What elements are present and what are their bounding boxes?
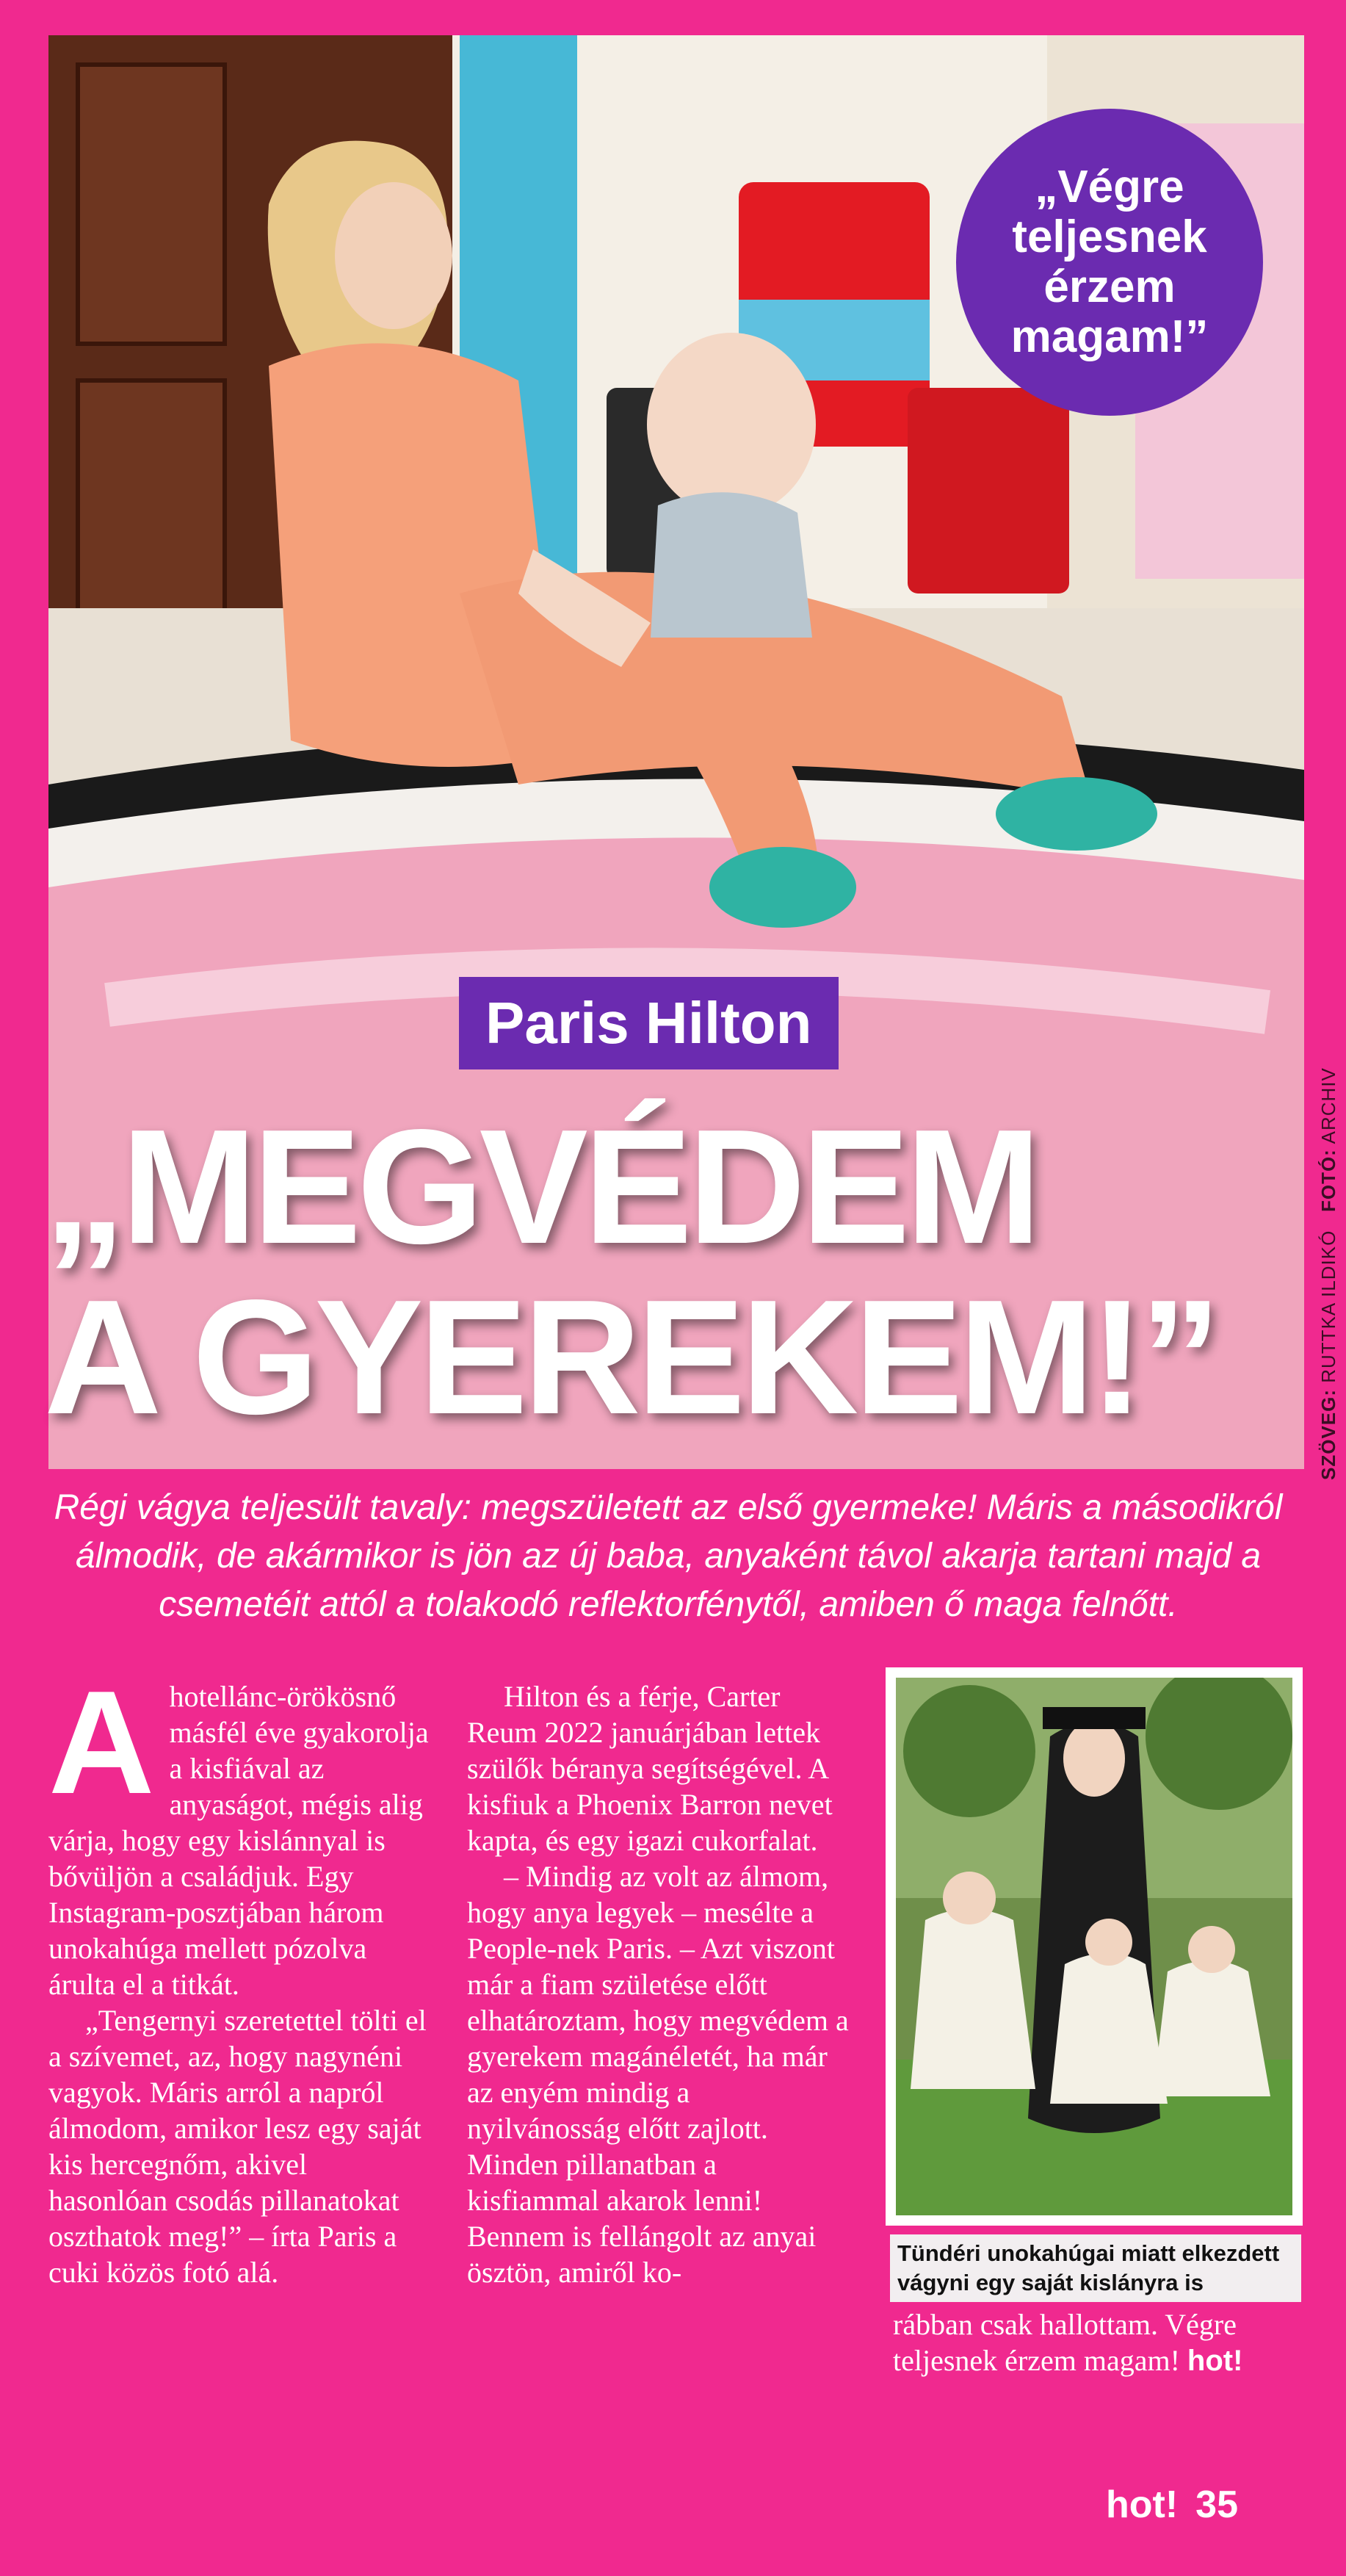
headline-line-1: „MEGVÉDEM xyxy=(44,1096,1038,1278)
headline xyxy=(44,1096,1292,1448)
credit-text-label: SZÖVEG: xyxy=(1317,1388,1339,1480)
article-column-2 xyxy=(467,1678,849,2290)
headline-line-2: A GYEREKEM!” xyxy=(44,1266,1217,1448)
inset-photo xyxy=(886,1667,1303,2226)
photo-credit xyxy=(1317,1067,1340,1480)
page-number: 35 xyxy=(1195,2483,1239,2526)
inset-photo-illustration xyxy=(896,1678,1292,2215)
credit-photo-source: ARCHIV xyxy=(1317,1067,1339,1144)
article-paragraph-text: rábban csak hallottam. Végre teljesnek érzem magam! xyxy=(893,2308,1237,2377)
article-paragraph: – Mindig az volt az álmom, hogy anya legyek – mesélte a People-nek Paris. – Azt viszont már a fiam születése előtt elhatároztam, hogy megvédem a gyerekem magánéletét, ha már az enyém mindig a nyilvánosság előtt zajlott. Minden pillanatban a kisfiammal akarok lenni! Bennem is fellángolt az anyai ösztön, amiről ko- xyxy=(467,1860,849,2289)
article-column-1 xyxy=(48,1661,430,2290)
article-column-3 xyxy=(893,2306,1304,2379)
article-paragraph: hotellánc-örökösnő másfél éve gyakorolja a kisfiával az anyaságot, mégis alig várja, hogy egy kislánnyal is bővüljön a családjuk. Egy Instagram-posztjában három unokahúga mellett pózolva árulta el a titkát. xyxy=(48,1680,429,2001)
article-paragraph xyxy=(893,2306,1304,2379)
article-paragraph: Hilton és a férje, Carter Reum 2022 januárjában lettek szülők béranya segítségével. A kisfiuk a Phoenix Barron nevet kapta, és egy igazi cukorfalat. xyxy=(467,1680,833,1857)
page-footer xyxy=(1106,2483,1238,2527)
credit-text-author: RUTTKA ILDIKÓ xyxy=(1317,1230,1339,1383)
person-name-label: Paris Hilton xyxy=(459,977,839,1069)
inset-caption: Tündéri unokahúgai miatt elkezdett vágyni egy saját kislányra is xyxy=(890,2234,1301,2302)
drop-cap: A xyxy=(48,1661,155,1825)
article-paragraph: „Tengernyi szeretettel tölti el a szívemet, az, hogy nagynéni vagyok. Máris arról a napról álmodom, amikor lesz egy saját kis hercegnőm, akivel hasonlóan csodás pillanatokat oszthatok meg!” – írta Paris a cuki közös fotó alá. xyxy=(48,2004,427,2289)
quote-bubble: „Végre teljesnek érzem magam!” xyxy=(956,109,1263,416)
signoff: hot! xyxy=(1187,2345,1243,2377)
brand-logo: hot! xyxy=(1106,2483,1179,2526)
lead-paragraph: Régi vágya teljesült tavaly: megszületett az első gyermeke! Máris a másodikról álmodik, de akármikor is jön az új baba, anyaként távol akarja tartani majd a csemetéit attól a tolakodó reflektorfénytől, amiben ő maga felnőtt. xyxy=(54,1488,1283,1624)
credit-photo-label: FOTÓ: xyxy=(1317,1149,1339,1213)
